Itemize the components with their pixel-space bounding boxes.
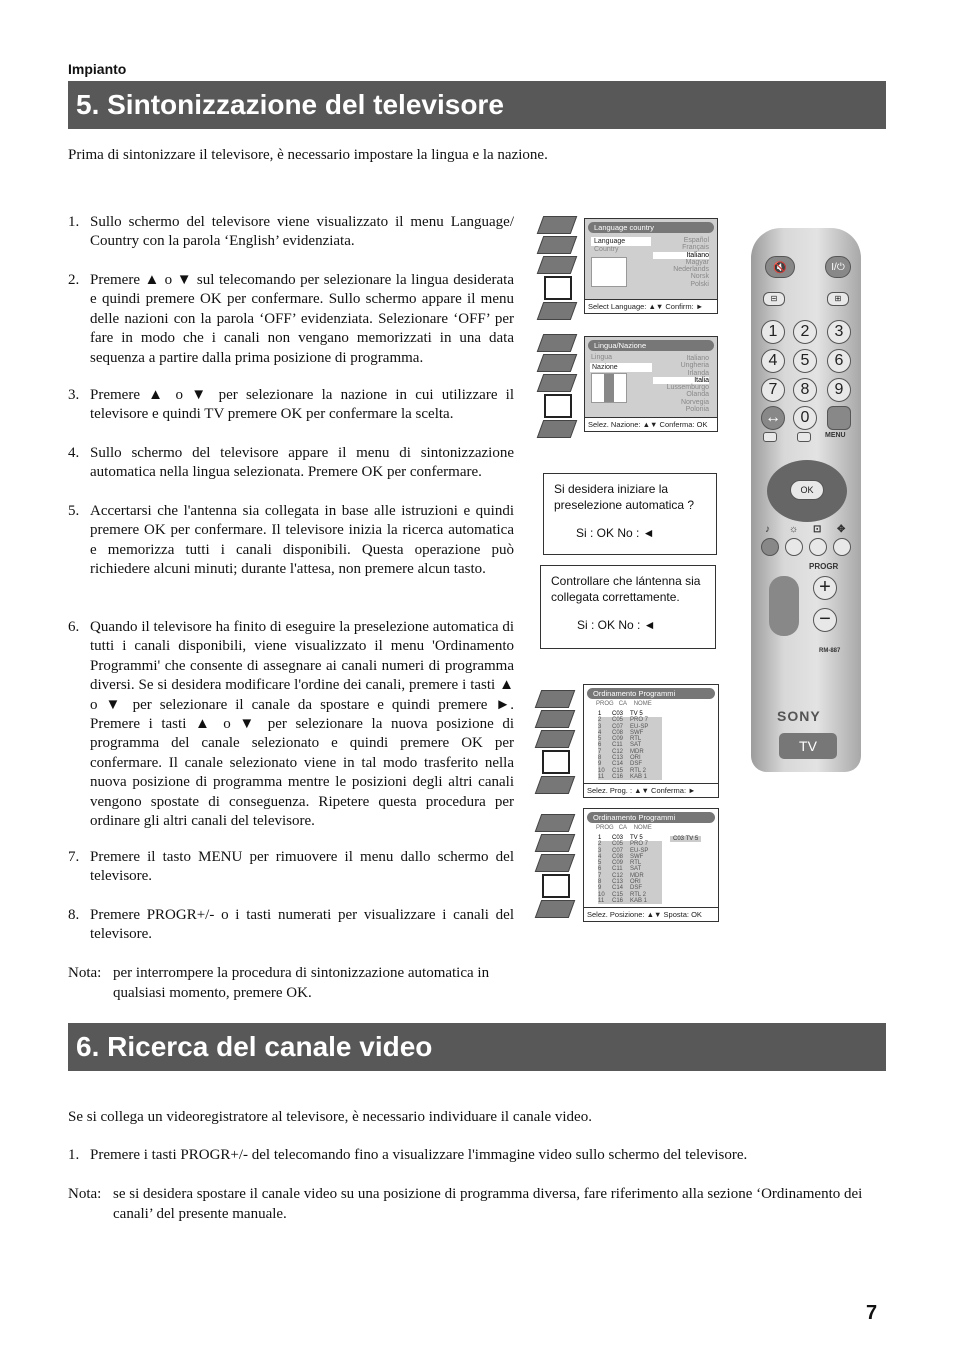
language-menu-screenshot: [540, 216, 720, 316]
ca-cell: C13: [612, 755, 624, 762]
digit-1-button[interactable]: 1: [761, 320, 785, 344]
nation-header: Lingua/Nazione: [588, 340, 714, 351]
info-button[interactable]: ⊟: [763, 292, 785, 306]
ca-cell: C08: [612, 729, 624, 736]
nation-footer: Selez. Nazione: ▲▼ Conferma: OK: [585, 417, 717, 431]
setup-icon: [544, 394, 572, 418]
name-cell: SAT: [630, 866, 642, 873]
name-cell: PRO 7: [630, 717, 649, 724]
name-cell: PRO 7: [630, 841, 649, 848]
prog-cell: 6: [598, 742, 602, 749]
step-6: 6. Quando il televisore ha finito di eseguire la preselezione automatica di tutti i canali disponibili, viene visualizzato il menu 'Ordinamento Programmi' che consente di assegnare ai canali numeri di programma diversi. Se si desidera modificare l'ordine dei canali, premere i tasti ▲ o ▼ per selezionare il canale da spostare e quindi premere ►. Premere i tasti ▲ o ▼ per selezionare la nuova posizione di programma del canale selezionato e quindi premere OK per confermare. Il canale selezionato viene in tal modo trasferito nella nuova posizione di programma mentre le posizioni degli altri canali vengono spostate di conseguenza. Ripetere questa procedura per ordinare gli altri canali del televisore.: [68, 619, 514, 830]
preset-icon: [535, 776, 576, 794]
step-7: 7. Premere il tasto MENU per rimuovere il menu dallo schermo del televisore.: [68, 849, 514, 885]
sound-icon: [537, 236, 578, 254]
name-cell: RTL: [630, 860, 642, 867]
name-cell: SWF: [630, 729, 644, 736]
prog-cell: 2: [598, 841, 602, 848]
prog-cell: 3: [598, 847, 602, 854]
name-cell: SAT: [630, 742, 642, 749]
program-order-screenshot-2: [538, 808, 720, 923]
prog-cell: 5: [598, 860, 602, 867]
digit-5-button[interactable]: 5: [793, 349, 817, 373]
picture-icon: [537, 334, 578, 352]
ca-cell: C03: [612, 835, 624, 841]
step-5: 5. Accertarsi che l'antenna sia collegata in base alle istruzioni e quindi premere OK per confermare. Il televisore inizia la ricerca automatica e memorizza tutti i canali disponibili. Questa operazione può richiedere alcuni minuti; durante l'attesa, non premere alcun tasto.: [68, 503, 514, 578]
settings-icon: ✥: [837, 524, 846, 535]
digit-2-button[interactable]: 2: [793, 320, 817, 344]
name-cell: RTL 2: [630, 767, 647, 774]
name-cell: TV 5: [630, 835, 643, 841]
table-row: [598, 898, 662, 904]
preset-icon: [537, 420, 578, 438]
picture-icon: [537, 216, 578, 234]
section6-step-1: 1. Premere i tasti PROGR+/- del telecomando fino a visualizzare l'immagine video sullo schermo del televisore.: [68, 1147, 748, 1163]
features-icon: [535, 854, 576, 872]
page-number: 7: [866, 1302, 878, 1324]
features-icon: [537, 256, 578, 274]
prog-cell: 10: [598, 891, 605, 898]
language-screen: [584, 218, 718, 314]
lingua-item: Lingua: [591, 354, 613, 361]
prog-cell: 11: [598, 773, 605, 780]
sound-icon: [535, 834, 576, 852]
power-button[interactable]: I/⏻: [825, 256, 851, 278]
section6-note: Nota: se si desidera spostare il canale video su una posizione di programma diversa, fare riferimento alla sezione ‘Ordinamento dei canali’ del presente manuale.: [68, 1186, 863, 1222]
step-4: 4. Sullo schermo del televisore appare il menu di sintonizzazione automatica nella lingua selezionata. Premere OK per confermare.: [68, 445, 514, 481]
digit-6-button[interactable]: 6: [827, 349, 851, 373]
name-cell: ORI: [630, 755, 641, 762]
preset-icon: [535, 900, 576, 918]
volume-rocker[interactable]: [769, 576, 799, 636]
teletext-button[interactable]: [763, 432, 777, 442]
prog-cell: 8: [598, 879, 602, 886]
sound-mode-icon: ♪: [765, 524, 770, 535]
prog-cell: 1: [598, 711, 602, 717]
flag-preview: [591, 373, 627, 403]
name-cell: KAB 1: [630, 773, 648, 780]
name-cell: SWF: [630, 853, 644, 860]
name-cell: MDR: [630, 872, 644, 879]
prog-cell: 7: [598, 872, 602, 879]
name-cell: EU-SP: [630, 723, 649, 730]
ca-cell: C15: [612, 767, 624, 774]
ca-cell: C03: [612, 711, 624, 717]
autotune-prompt: Si desidera iniziare la preselezione automatica ? Si : OK No : ◄: [543, 473, 717, 555]
menu-label[interactable]: MENU: [825, 432, 846, 439]
order-footer-2: Selez. Posizione: ▲▼ Sposta: OK: [584, 907, 718, 921]
section6-title: 6. Ricerca del canale video: [68, 1023, 886, 1071]
prog-cell: 3: [598, 723, 602, 730]
picture-icon: [535, 690, 576, 708]
setup-icon: [542, 874, 570, 898]
nation-menu-screenshot: [540, 334, 720, 434]
ca-cell: C12: [612, 748, 624, 755]
step-8: 8. Premere PROGR+/- o i tasti numerati per visualizzare i canali del televisore.: [68, 907, 514, 943]
digit-0-button[interactable]: 0: [793, 406, 817, 430]
nation-options: Italiano Ungheria Irlanda Italia Lussemburgo Olanda Norvegia Polonia: [653, 355, 709, 413]
ca-cell: C11: [612, 866, 623, 873]
ca-cell: C07: [612, 723, 624, 730]
digit-9-button[interactable]: 9: [827, 378, 851, 402]
sony-logo: SONY: [777, 708, 821, 724]
pip-icon: ⊡: [813, 524, 822, 535]
prog-cell: 5: [598, 736, 602, 743]
prog-cell: 9: [598, 885, 602, 892]
nation-screen: [584, 336, 718, 432]
prev-channel-button[interactable]: ↔: [761, 406, 785, 430]
section-label: Impianto: [68, 61, 127, 77]
red-button[interactable]: [761, 538, 779, 556]
order-footer-1: Selez. Prog. : ▲▼ Conferma: ►: [584, 783, 718, 797]
nazione-item: Nazione: [590, 363, 652, 372]
ca-cell: C07: [612, 847, 624, 854]
picture-mode-icon: ☼: [789, 524, 799, 535]
name-cell: DSF: [630, 885, 642, 892]
ca-cell: C16: [612, 773, 624, 780]
name-cell: RTL: [630, 736, 642, 743]
ca-cell: C12: [612, 872, 624, 879]
progr-plus-button[interactable]: +: [813, 576, 837, 600]
name-cell: EU-SP: [630, 847, 649, 854]
ca-cell: C15: [612, 891, 624, 898]
order-rows-1: [598, 711, 662, 780]
green-button[interactable]: [785, 538, 803, 556]
prog-cell: 6: [598, 866, 602, 873]
name-cell: KAB 1: [630, 897, 648, 904]
digit-7-button[interactable]: 7: [761, 378, 785, 402]
antenna-prompt: Controllare che lántenna sia collegata correttamente. Si : OK No : ◄: [540, 565, 716, 649]
prog-cell: 11: [598, 897, 605, 904]
sound-icon: [537, 354, 578, 372]
sound-icon: [535, 710, 576, 728]
prog-cell: 8: [598, 755, 602, 762]
back-button[interactable]: [827, 406, 851, 430]
prog-cell: 2: [598, 717, 602, 724]
ca-cell: C13: [612, 879, 624, 886]
section5-intro: Prima di sintonizzare il televisore, è necessario impostare la lingua e la nazione.: [68, 147, 548, 163]
ca-cell: C09: [612, 736, 624, 743]
name-cell: ORI: [630, 879, 641, 886]
prog-cell: 4: [598, 729, 602, 736]
language-item: Language: [591, 237, 651, 246]
name-cell: RTL 2: [630, 891, 647, 898]
ca-cell: C09: [612, 860, 624, 867]
name-cell: MDR: [630, 748, 644, 755]
progr-label: PROGR: [809, 562, 839, 571]
features-icon: [535, 730, 576, 748]
section6-intro: Se si collega un videoregistratore al televisore, è necessario individuare il canale video.: [68, 1109, 592, 1125]
mute-button[interactable]: 🔇: [765, 256, 795, 278]
digit-8-button[interactable]: 8: [793, 378, 817, 402]
ca-cell: C05: [612, 841, 624, 848]
model-label: RM-887: [819, 648, 841, 654]
order-rows-2: [598, 835, 662, 904]
prog-cell: 10: [598, 767, 605, 774]
picture-icon: [535, 814, 576, 832]
menu-icons: [540, 216, 582, 322]
tv-button[interactable]: TV: [779, 733, 837, 759]
ca-cell: C14: [612, 885, 624, 892]
prog-cell: 4: [598, 853, 602, 860]
prog-cell: 9: [598, 761, 602, 768]
moving-channel: C03 TV 5: [670, 836, 701, 842]
ca-cell: C11: [612, 742, 623, 749]
language-header: Language country: [588, 222, 714, 233]
section5-note: Nota: per interrompere la procedura di sintonizzazione automatica in qualsiasi momento, premere OK.: [68, 965, 490, 1001]
progr-minus-button[interactable]: −: [813, 608, 837, 632]
features-icon: [537, 374, 578, 392]
order-screen-2: [583, 808, 719, 922]
name-cell: TV 5: [630, 711, 643, 717]
step-1: 1. Sullo schermo del televisore viene visualizzato il menu Language/ Country con la parola ‘English’ evidenziata.: [68, 214, 514, 250]
step-3: 3. Premere ▲ o ▼ per selezionare la nazione in cui utilizzare il televisore e quindi TV premere OK per confermare la scelta.: [68, 387, 514, 423]
ca-cell: C05: [612, 717, 624, 724]
guide-button[interactable]: [797, 432, 811, 442]
order-cols-1: PROG CA NOME: [596, 701, 652, 707]
section5-title: 5. Sintonizzazione del televisore: [68, 81, 886, 129]
country-item: Country: [594, 246, 619, 253]
ca-cell: C08: [612, 853, 624, 860]
digit-3-button[interactable]: 3: [827, 320, 851, 344]
order-header-2: Ordinamento Programmi: [587, 812, 715, 823]
name-cell: DSF: [630, 761, 642, 768]
language-options: Español Français Italiano Magyar Nederlands Norsk Polski: [653, 237, 709, 288]
ca-cell: C16: [612, 897, 624, 904]
step-2: 2. Premere ▲ o ▼ sul telecomando per selezionare la lingua desiderata e quindi premere OK per confermare. Sullo schermo appare il menu delle nazioni con la parola ‘OFF’ evidenziata. Selezionare ‘OFF’ per fare in modo che i canali non vengano memorizzati in una data sequenza a partire dalla prima posizione di programma.: [68, 272, 514, 366]
program-order-screenshot-1: [538, 684, 720, 799]
ca-cell: C14: [612, 761, 624, 768]
ok-button[interactable]: OK: [790, 480, 824, 500]
setup-icon: [544, 276, 572, 300]
order-cols-2: PROG CA NOME: [596, 825, 652, 831]
remote-control: [751, 228, 861, 772]
order-screen-1: [583, 684, 719, 798]
preset-icon: [537, 302, 578, 320]
yellow-button[interactable]: [809, 538, 827, 556]
prog-cell: 1: [598, 835, 602, 841]
language-preview: [591, 257, 627, 287]
setup-icon: [542, 750, 570, 774]
table-row: [598, 774, 662, 780]
blue-button[interactable]: [833, 538, 851, 556]
digit-4-button[interactable]: 4: [761, 349, 785, 373]
input-button[interactable]: ⊞: [827, 292, 849, 306]
language-footer: Select Language: ▲▼ Confirm: ►: [585, 299, 717, 313]
order-header-1: Ordinamento Programmi: [587, 688, 715, 699]
prog-cell: 7: [598, 748, 602, 755]
